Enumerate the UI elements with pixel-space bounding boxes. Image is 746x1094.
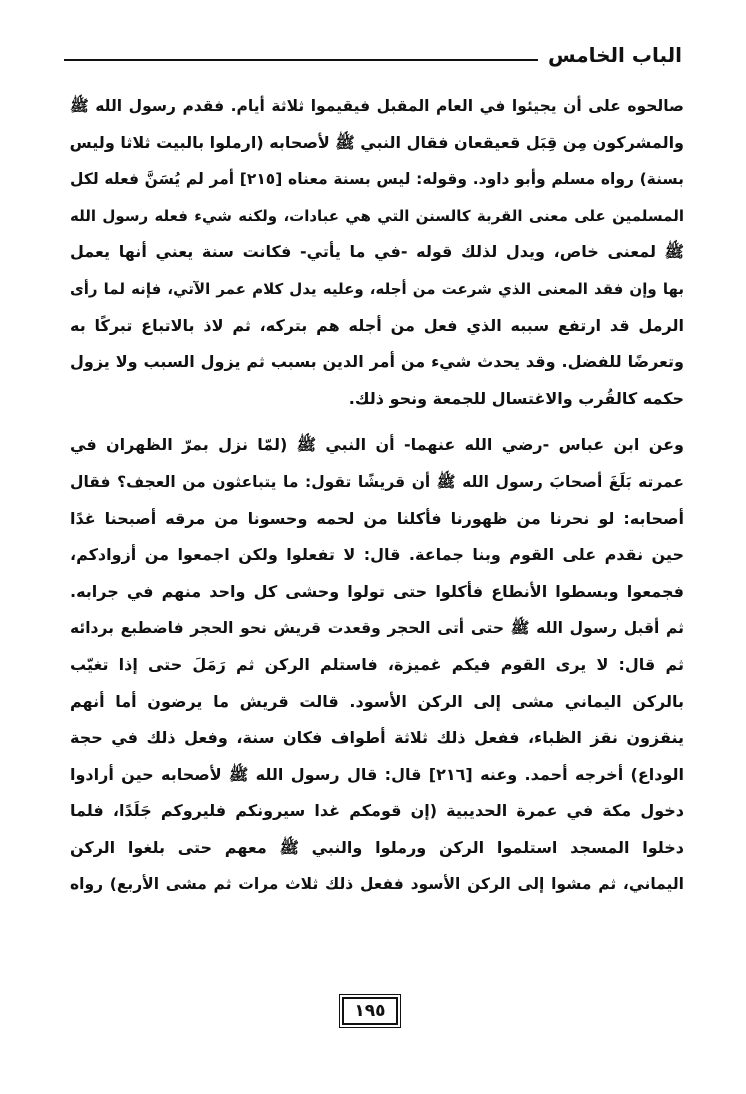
text-line: دخلوا المسجد استلموا الركن ورملوا والنبي ﷺ معهم حتى بلغوا الركن [70, 837, 684, 857]
text-line: دخول مكة في عمرة الحديبية (إن قومكم غدا سيرونكم فليروكم جَلَدًا، فلما [70, 801, 684, 821]
page-number: ١٩٥ [342, 997, 398, 1025]
text-line: أصحابه: لو نحرنا من ظهورنا فأكلنا من لحمه وحسونا من مرقه أصبحنا غدًا [70, 508, 684, 528]
text-line: ينقزون نقز الظباء، ففعل ذلك ثلاثة أطواف فكان سنة، وفعل ذلك في حجة [70, 728, 684, 748]
text-line: المسلمين على معنى القربة كالسنن التي هي عبادات، ولكنه شيء فعله رسول الله [70, 206, 684, 225]
text-line: حين نقدم على القوم وبنا جماعة. قال: لا تفعلوا ولكن اجمعوا من أزوادكم، [70, 545, 684, 565]
paragraph-1 [70, 88, 684, 417]
text-line: ﷺ لمعنى خاص، ويدل لذلك قوله -في ما يأتي- فكانت سنة يعني أنها يعمل [70, 242, 684, 262]
text-line: اليماني، ثم مشوا إلى الركن الأسود ففعل ذلك ثلاث مرات ثم مشى الأربع) رواه [70, 875, 684, 894]
text-line: عمرته بَلَغَ أصحابَ رسول الله ﷺ أن قريشًا تقول: ما يتباعثون من العجف؟ فقال [70, 472, 684, 491]
text-line: الرمل قد ارتفع سببه الذي فعل من أجله هم بتركه، ثم لاذ بالاتباع تبركًا به [70, 315, 684, 335]
text-line: ثم أقبل رسول الله ﷺ حتى أتى الحجر وقعدت قريش نحو الحجر فاضطبع بردائه [70, 619, 684, 638]
text-line: فجمعوا وبسطوا الأنطاع فأكلوا حتى تولوا وحشى كل واحد منهم في جرابه. [70, 581, 684, 601]
text-line: بسنة) رواه مسلم وأبو داود. وقوله: ليس بسنة معناه [٢١٥] أمر لم يُسَنَّ فعله لكل [70, 170, 684, 189]
text-line: وتعرضًا للفضل. وقد يحدث شيء من أمر الدين بسبب ثم يزول السبب ولا يزول [70, 352, 684, 372]
text-line: بالركن اليماني مشى إلى الركن الأسود. قالت قريش ما يرضون أما أنهم [70, 691, 684, 711]
text-line: بها وإن فقد المعنى الذي شرعت من أجله، وعليه يدل كلام عمر الآتي، فإنه لما رأى [70, 279, 684, 298]
running-header [64, 42, 682, 76]
text-line: والمشركون مِن قِبَل قعيقعان فقال النبي ﷺ لأصحابه (ارملوا بالبيت ثلاثا وليس [70, 132, 684, 152]
text-line: صالحوه على أن يجيئوا في العام المقبل فيقيموا ثلاثة أيام. فقدم رسول الله ﷺ [70, 97, 684, 115]
text-line: حكمه كالقُرب والاغتسال للجمعة ونحو ذلك. [348, 388, 684, 408]
chapter-title: الباب الخامس [538, 42, 682, 68]
text-line: ثم قال: لا يرى القوم فيكم غميزة، فاستلم الركن ثم رَمَلَ حتى إذا تغيّب [70, 654, 684, 674]
body-text [70, 88, 684, 903]
text-line: الوداع) أخرجه أحمد. وعنه [٢١٦] قال: قال رسول الله ﷺ لأصحابه حين أرادوا [70, 764, 684, 784]
text-line: وعن ابن عباس -رضي الله عنهما- أن النبي ﷺ (لمّا نزل بمرّ الظهران في [70, 435, 684, 455]
paragraph-2 [70, 427, 684, 903]
